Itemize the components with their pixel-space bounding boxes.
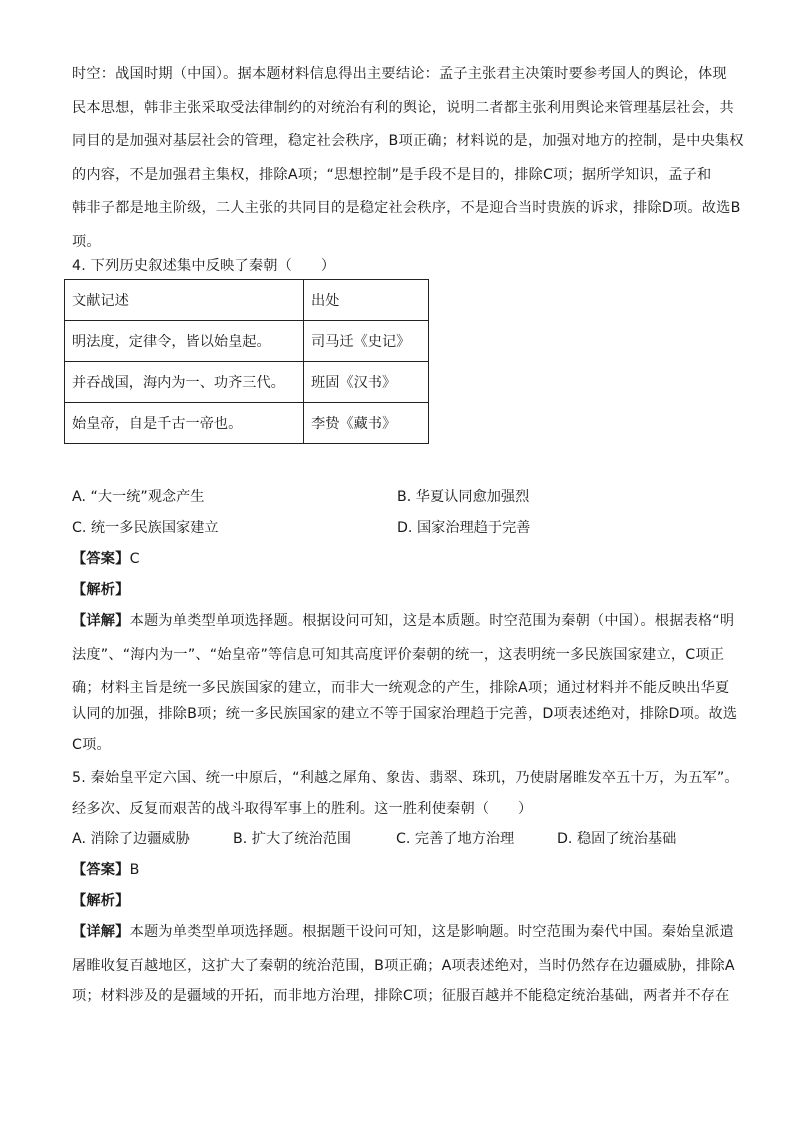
table-row — [65, 362, 429, 403]
text-line: C项。 — [72, 737, 111, 753]
question-5-stem: 5. 秦始皇平定六国、统一中原后，“利越之犀角、象齿、翡翠、珠玑，乃使尉屠睢发卒五十万，为五军”。 — [72, 770, 739, 786]
table-header: 出处 — [304, 280, 429, 321]
analysis-label: 【解析】 — [72, 893, 130, 909]
question-5-stem: 经多次、反复而艰苦的战斗取得军事上的胜利。这一胜利使秦朝（ ） — [72, 801, 533, 817]
text-line: 韩非子都是地主阶级，二人主张的共同目的是稳定社会秩序，不是迎合当时贵族的诉求，排除D项。故选B — [72, 200, 741, 216]
text-line: 确；材料主旨是统一多民族国家的建立，而非大一统观念的产生，排除A项；通过材料并不能反映出华夏 — [72, 680, 730, 696]
table-row — [65, 321, 429, 362]
answer-line — [72, 860, 732, 880]
text-line: 认同的加强，排除B项；统一多民族国家的建立不等于国家治理趋于完善，D项表述绝对，排除D项。故选 — [72, 706, 738, 722]
text-line: 项；材料涉及的是疆域的开拓，而非地方治理，排除C项；征服百越并不能稳定统治基础，两者并不存在 — [72, 988, 730, 1004]
analysis-label: 【解析】 — [72, 582, 130, 598]
question-4-stem: 4. 下列历史叙述集中反映了秦朝（ ） — [72, 258, 336, 274]
answer-line — [72, 549, 732, 569]
table-cell: 司马迁《史记》 — [304, 321, 429, 362]
text-line: 法度”、“海内为一”、“始皇帝”等信息可知其高度评价秦朝的统一，这表明统一多民族国家建立，C项正 — [72, 647, 725, 663]
analysis-tag — [72, 580, 732, 600]
text-line: 项。 — [72, 234, 101, 250]
option-d: D. 国家治理趋于完善 — [397, 520, 531, 536]
answer-tag: 【答案】 — [72, 862, 130, 878]
table-cell: 始皇帝，自是千古一帝也。 — [65, 403, 304, 444]
detail-text: 本题为单类型单项选择题。根据题干设问可知，这是影响题。时空范围为秦代中国。秦始皇派遣 — [129, 924, 734, 940]
detail-line — [72, 611, 735, 631]
table-header-row — [65, 280, 429, 321]
option-c: C. 统一多民族国家建立 — [72, 520, 219, 536]
answer-value: C — [129, 551, 140, 567]
detail-tag: 【详解】 — [72, 613, 130, 629]
table-row — [65, 403, 429, 444]
option-c: C. 完善了地方治理 — [396, 831, 515, 847]
answer-value: B — [129, 862, 140, 878]
source-table — [64, 279, 429, 444]
option-d: D. 稳固了统治基础 — [557, 831, 677, 847]
table-header: 文献记述 — [65, 280, 304, 321]
detail-line — [72, 922, 732, 942]
text-line: 的内容，不是加强君主集权，排除A项；“思想控制”是手段不是目的，排除C项；据所学知识，孟子和 — [72, 167, 712, 183]
option-a: A. “大一统”观念产生 — [72, 489, 205, 505]
detail-tag: 【详解】 — [72, 924, 130, 940]
table-cell: 班固《汉书》 — [304, 362, 429, 403]
detail-text: 本题为单类型单项选择题。根据设问可知，这是本质题。时空范围为秦朝（中国）。根据表格“明 — [129, 613, 735, 629]
option-a: A. 消除了边疆威胁 — [72, 831, 190, 847]
option-b: B. 扩大了统治范围 — [233, 831, 352, 847]
analysis-tag — [72, 891, 732, 911]
text-line: 时空：战国时期（中国）。据本题材料信息得出主要结论：孟子主张君主决策时要参考国人的舆论，体现 — [72, 66, 727, 82]
text-line: 民本思想，韩非主张采取受法律制约的对统治有利的舆论，说明二者都主张利用舆论来管理基层社会，共 — [72, 100, 734, 116]
text-line: 同目的是加强对基层社会的管理，稳定社会秩序，B项正确；材料说的是，加强对地方的控制，是中央集权 — [72, 133, 744, 149]
answer-tag: 【答案】 — [72, 551, 130, 567]
table-cell: 并吞战国，海内为一、功齐三代。 — [65, 362, 304, 403]
table-cell: 李贽《藏书》 — [304, 403, 429, 444]
option-b: B. 华夏认同愈加强烈 — [397, 489, 530, 505]
table-cell: 明法度，定律令，皆以始皇起。 — [65, 321, 304, 362]
text-line: 屠睢收复百越地区，这扩大了秦朝的统治范围，B项正确；A项表述绝对，当时仍然存在边疆威胁，排除A — [72, 958, 735, 974]
